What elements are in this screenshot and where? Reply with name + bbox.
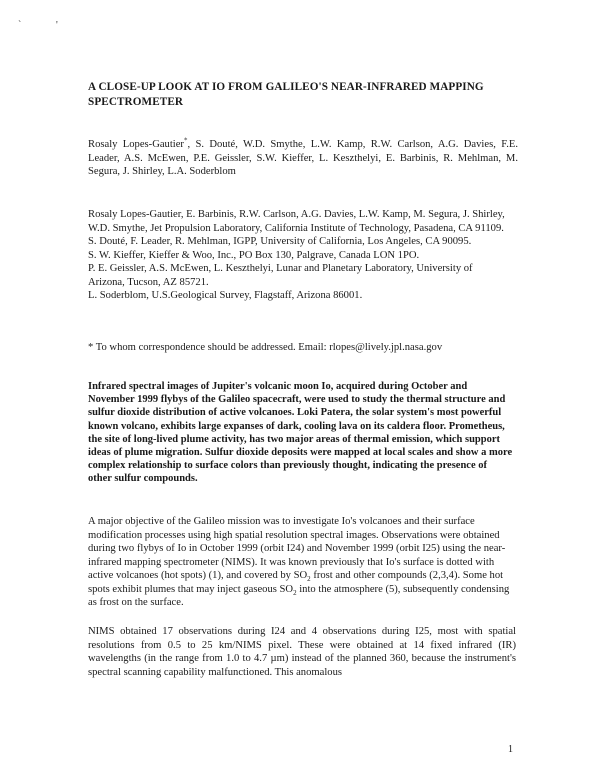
para1-text-c: into the atmosphere (5), subsequently condensing as frost on the surface.: [88, 583, 510, 608]
affiliation-usgs: L. Soderblom, U.S.Geological Survey, Flagstaff, Arizona 86001.: [88, 290, 363, 301]
affiliations: [88, 208, 508, 303]
other-authors: , S. Douté, W.D. Smythe, L.W. Kamp, R.W. Carlson, A.G. Davies, F.E. Leader, A.S. McEwen, P.E. Geissler, S.W. Kieffer, L. Keszthelyi, E. Barbinis, R. Mehlman, M. Segura, J. Shirley, L.A. Soderblom: [88, 139, 519, 177]
affiliation-jpl: Rosaly Lopes-Gautier, E. Barbinis, R.W. Carlson, A.G. Davies, L.W. Kamp, M. Segura, J. Shirley, W.D. Smythe, Jet Propulsion Laboratory, California Institute of Technology, Pasadena, CA 91109.: [88, 209, 505, 234]
affiliation-ucla: S. Douté, F. Leader, R. Mehlman, IGPP, University of California, Los Angeles, CA 90095.: [88, 236, 472, 247]
so2-subscript: 2: [293, 588, 297, 597]
scan-mark-left: `: [18, 20, 22, 31]
para1-text-a: A major objective of the Galileo mission was to investigate Io's volcanoes and their surface modification processes using high spatial resolution spectral images. Observations were obtained during two flybys of Io in October 1999 (orbit I24) and November 1999 (orbit I25) using the near-infrared mapping spectrometer (NIMS). It was known previously that Io's surface is dotted with active volcanoes (hot spots) (1), and covered by SO: [88, 516, 506, 581]
so2-subscript: 2: [307, 575, 311, 584]
para1-text-b: frost and other compounds (2,3,4). Some hot spots exhibit plumes that may inject gaseous SO: [88, 570, 504, 595]
scan-mark-right: ': [56, 20, 58, 31]
page-number: 1: [508, 744, 513, 755]
paper-title: A CLOSE-UP LOOK AT IO FROM GALILEO'S NEAR-INFRARED MAPPING SPECTROMETER: [88, 81, 484, 108]
correspondence-note: * To whom correspondence should be addressed. Email: rlopes@lively.jpl.nasa.gov: [88, 342, 443, 353]
body-paragraph-1: [88, 515, 516, 610]
body-paragraph-2: NIMS obtained 17 observations during I24 and 4 observations during I25, most with spatial resolutions from 0.5 to 25 km/NIMS pixel. These were obtained at 14 fixed infrared (IR) wavelengths (in the range from 1.0 to 4.7 µm) instead of the planned 360, because the instrument's spectral scanning capability malfunctioned. This anomalous: [88, 626, 516, 678]
corresponding-asterisk: *: [183, 136, 188, 145]
affiliation-kieffer: S. W. Kieffer, Kieffer & Woo, Inc., PO Box 130, Palgrave, Canada LON 1PO.: [88, 249, 420, 261]
first-author: Rosaly Lopes-Gautier: [88, 139, 184, 150]
author-list: [88, 138, 518, 179]
affiliation-arizona: P. E. Geissler, A.S. McEwen, L. Keszthelyi, Lunar and Planetary Laboratory, University of Arizona, Tucson, AZ 85721.: [88, 263, 473, 288]
abstract: Infrared spectral images of Jupiter's volcanic moon Io, acquired during October and November 1999 flybys of the Galileo spacecraft, were used to study the thermal structure and sulfur dioxide distribution of active volcanoes. Loki Patera, the solar system's most powerful known volcano, exhibits large expanses of dark, cooling lava on its caldera floor. Prometheus, the site of long-lived plume activity, has two major areas of thermal emission, which support ideas of plume migration. Sulfur dioxide deposits were mapped at local scales and show a more complex relationship to surface colors than previously thought, indicating the presence of other sulfur compounds.: [88, 381, 513, 485]
